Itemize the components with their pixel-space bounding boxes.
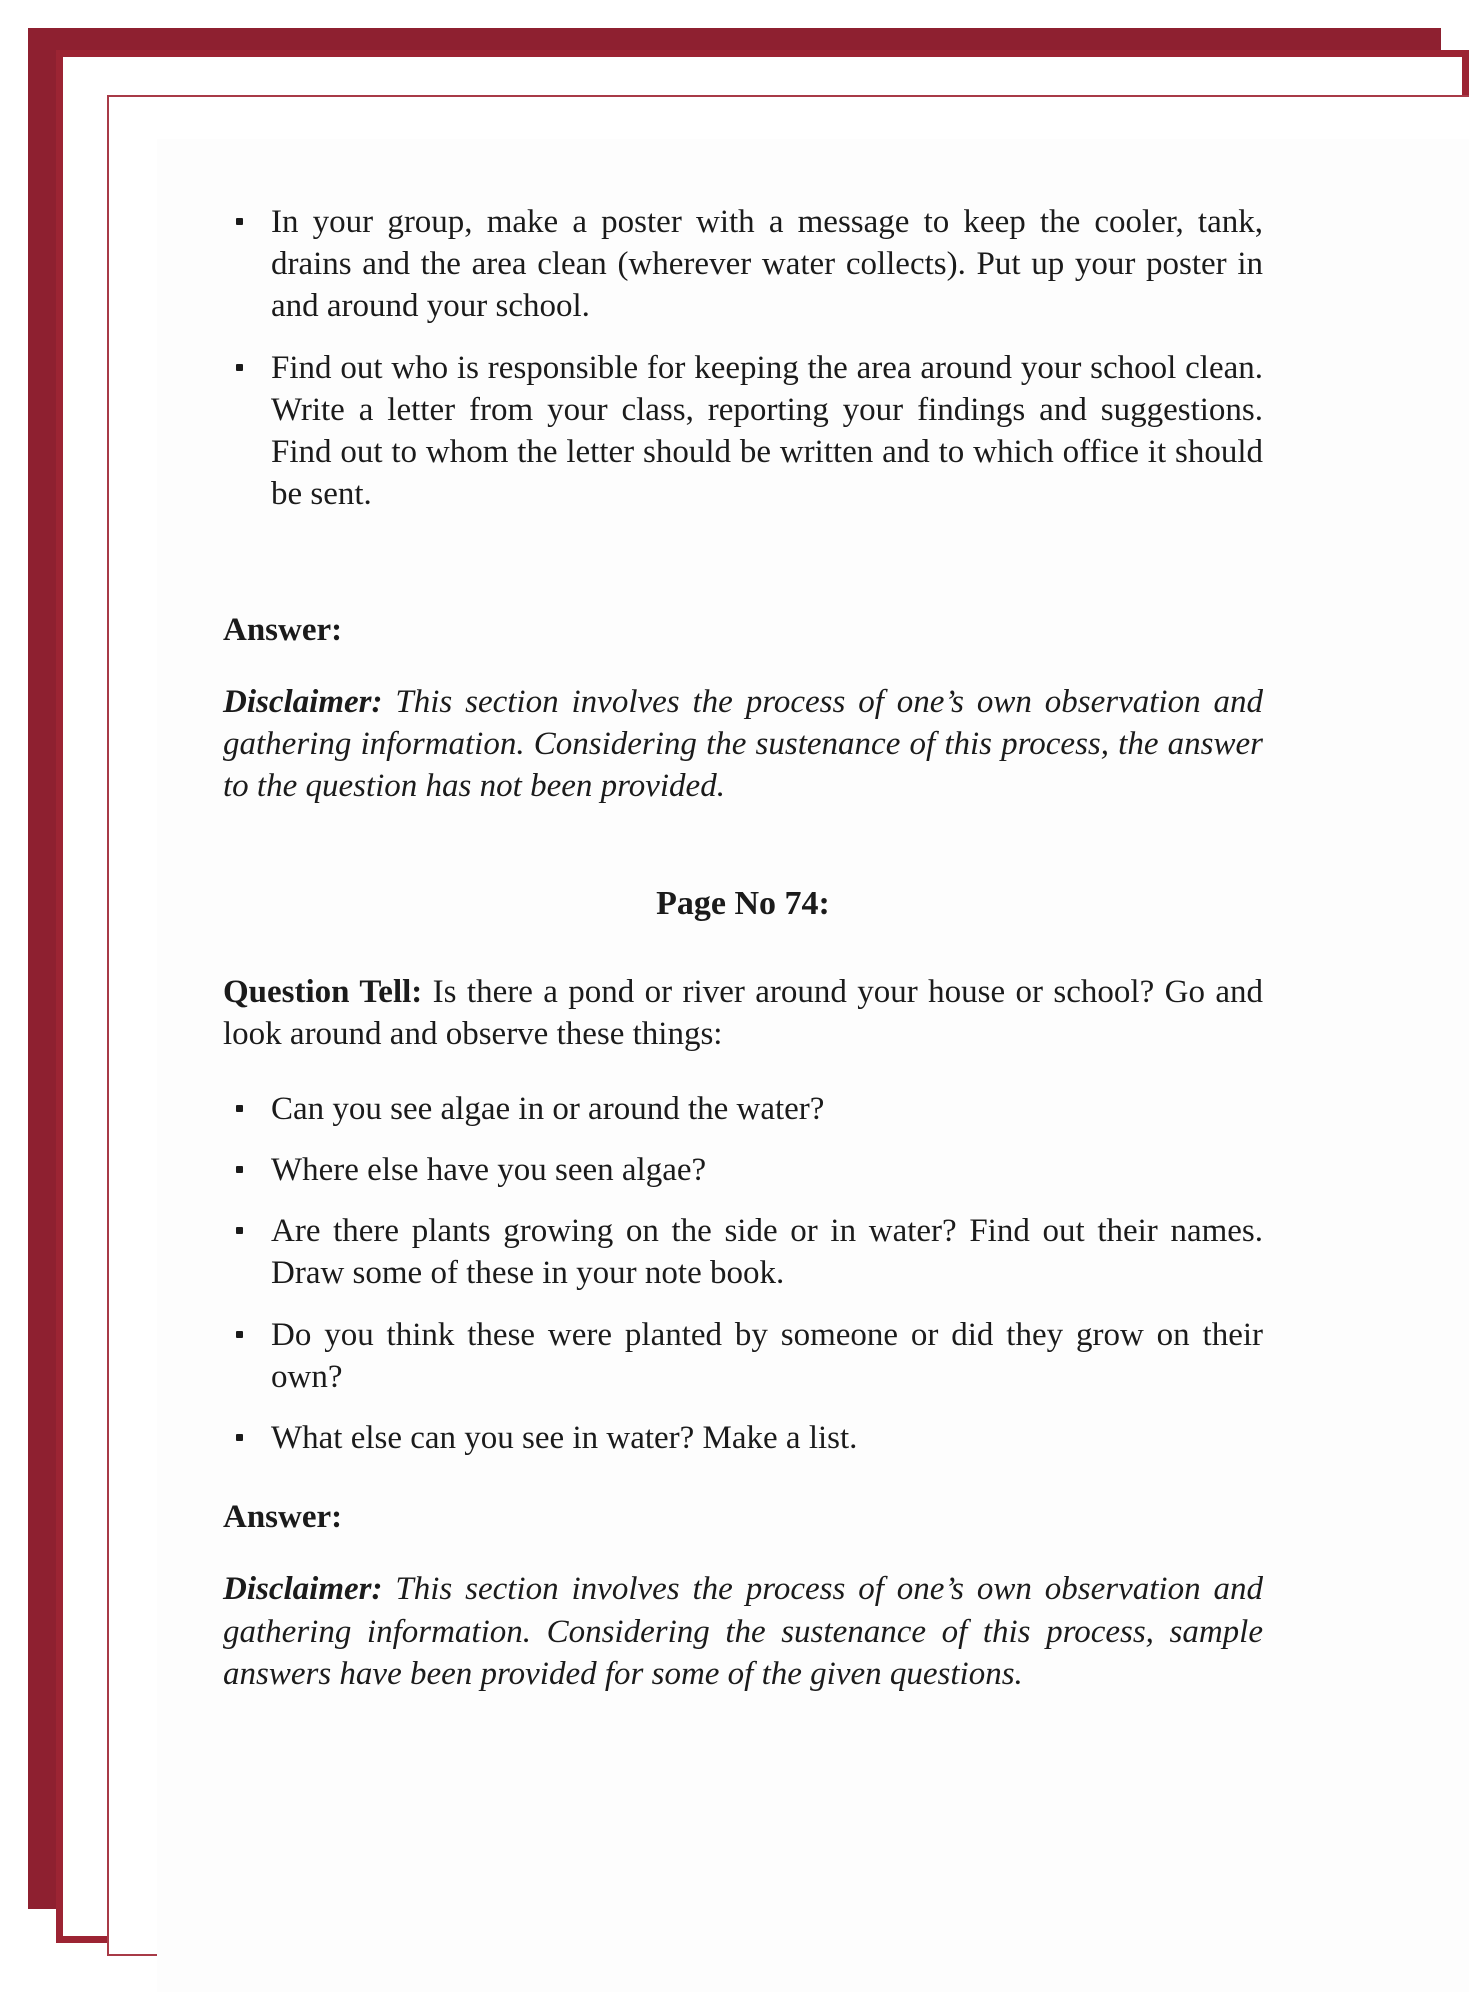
bullet-point-icon (236, 1227, 243, 1234)
spacer (223, 1538, 1263, 1568)
bullet-point-icon (236, 218, 243, 225)
disclaimer-label: Disclaimer: (223, 683, 383, 720)
list-item (223, 1088, 1263, 1130)
list-item (223, 1417, 1263, 1459)
list-item-text: Can you see algae in or around the water? (271, 1090, 825, 1127)
spacer (223, 535, 1263, 609)
bullet-point-icon (236, 364, 243, 371)
list-item-text: Do you think these were planted by someone or did they grow on their own? (271, 1316, 1263, 1395)
question-bullet-list (223, 1088, 1263, 1460)
page-number-heading: Page No 74: (656, 884, 830, 922)
disclaimer-text: This section involves the process of one’s own observation and gathering information. Considering the sustenance of this process, the answer to the question has not been provided. (223, 683, 1263, 805)
disclaimer-text: This section involves the process of one’s own observation and gathering information. Considering the sustenance of this process, sample answers have been provided for some of the given questions. (223, 1571, 1263, 1692)
spacer (223, 808, 1263, 882)
list-item-text: Are there plants growing on the side or in water? Find out their names. Draw some of these in your note book. (271, 1213, 1263, 1292)
disclaimer-paragraph (223, 1568, 1263, 1695)
bullet-point-icon (236, 1105, 243, 1112)
spacer (223, 1070, 1263, 1088)
answer-heading: Answer: (223, 611, 343, 648)
question-paragraph (223, 971, 1263, 1055)
list-item-text: In your group, make a poster with a message to keep the cooler, tank, drains and the area clean (wherever water collects). Put up your poster in and around your school. (271, 204, 1263, 325)
list-item (223, 1210, 1263, 1294)
answer-heading: Answer: (223, 1499, 343, 1536)
page-border-band (56, 50, 1469, 1943)
page-surface (157, 139, 1469, 1992)
list-item-text: Where else have you seen algae? (271, 1151, 707, 1188)
bullet-point-icon (236, 1434, 243, 1441)
activity-bullet-list (223, 201, 1263, 516)
list-item (223, 1314, 1263, 1398)
spacer (223, 925, 1263, 971)
question-text: Is there a pond or river around your house or school? Go and look around and observe these things: (223, 974, 1263, 1053)
question-label: Question Tell: (223, 974, 423, 1011)
disclaimer-label: Disclaimer: (223, 1571, 383, 1608)
spacer (223, 651, 1263, 681)
bullet-point-icon (236, 1331, 243, 1338)
list-item-text: What else can you see in water? Make a list. (271, 1419, 858, 1456)
bullet-point-icon (236, 1166, 243, 1173)
spacer (223, 1478, 1263, 1496)
list-item (223, 201, 1263, 328)
list-item (223, 347, 1263, 516)
list-item (223, 1149, 1263, 1191)
document-content (223, 201, 1263, 1695)
list-item-text: Find out who is responsible for keeping the area around your school clean. Write a letter from your class, reporting your findings and suggestions. Find out to whom the letter should be written and to which office it should be sent. (271, 349, 1263, 513)
disclaimer-paragraph (223, 681, 1263, 808)
page-border-inner-rule (107, 95, 1469, 1956)
